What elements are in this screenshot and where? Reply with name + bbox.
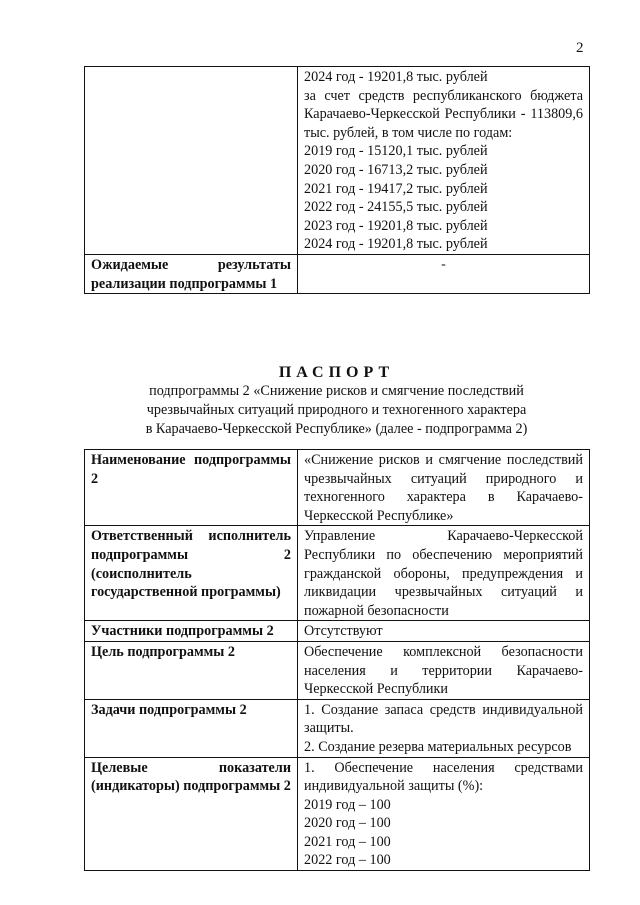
executor-value: Управление Карачаево-Черкесской Республики по обеспечению мероприятий гражданской обороны, предупреждения и ликвидации чрезвычайных ситуаций и пожарной безопасности [298, 526, 590, 621]
table-row [85, 757, 590, 871]
indicator-item: 1. Обеспечение населения средствами индивидуальной защиты (%): [304, 759, 583, 795]
funding-line: 2024 год - 19201,8 тыс. рублей [304, 236, 488, 253]
funding-line: 2019 год - 15120,1 тыс. рублей [304, 143, 488, 160]
funding-line: 2021 год - 19417,2 тыс. рублей [304, 180, 488, 197]
indicator-item: 2020 год – 100 [304, 815, 391, 832]
participants-label: Участники подпрограммы 2 [85, 621, 298, 642]
subtitle-line: в Карачаево-Черкесской Республике» (далее - подпрограмма 2) [145, 421, 528, 437]
page-number: 2 [576, 40, 584, 56]
subtitle-line: чрезвычайных ситуаций природного и техногенного характера [146, 402, 527, 418]
table-row [85, 641, 590, 699]
indicators-label: Целевые показатели (индикаторы) подпрограммы 2 [85, 757, 298, 871]
indicator-item: 2021 год – 100 [304, 833, 391, 850]
funding-line: 2023 год - 19201,8 тыс. рублей [304, 217, 488, 234]
task-item: 1. Создание запаса средств индивидуальной защиты. [304, 701, 583, 737]
funding-cell [298, 67, 590, 255]
table-row [85, 450, 590, 526]
indicator-item: 2019 год – 100 [304, 796, 391, 813]
task-item: 2. Создание резерва материальных ресурсов [304, 738, 572, 755]
funding-table-continuation [84, 66, 590, 294]
table-row [85, 254, 590, 293]
passport-title: ПАСПОРТ [278, 364, 395, 381]
tasks-label: Задачи подпрограммы 2 [85, 699, 298, 757]
table-row [85, 699, 590, 757]
results-value: - [298, 254, 590, 293]
subtitle-line: подпрограммы 2 «Снижение рисков и смягчение последствий [149, 383, 524, 399]
passport-subtitle [84, 382, 589, 439]
indicator-item: 2022 год – 100 [304, 852, 391, 869]
results-label: Ожидаемые результаты реализации подпрограммы 1 [85, 254, 298, 293]
table-row [85, 526, 590, 621]
participants-value: Отсутствуют [298, 621, 590, 642]
funding-line: за счет средств республиканского бюджета Карачаево-Черкесской Республики - 113809,6 тыс. рублей, в том числе по годам: [304, 87, 583, 141]
goal-value: Обеспечение комплексной безопасности населения и территории Карачаево-Черкесской Республики [298, 641, 590, 699]
indicators-cell [298, 757, 590, 871]
funding-line: 2020 год - 16713,2 тыс. рублей [304, 161, 488, 178]
tasks-cell [298, 699, 590, 757]
name-label: Наименование подпрограммы 2 [85, 450, 298, 526]
executor-label: Ответственный исполнитель подпрограммы 2 (соисполнитель государственной программы) [85, 526, 298, 621]
name-value: «Снижение рисков и смягчение последствий чрезвычайных ситуаций природного и техногенного характера в Карачаево-Черкесской Республике» [298, 450, 590, 526]
passport-table [84, 449, 590, 871]
table-row [85, 67, 590, 255]
funding-line: 2024 год - 19201,8 тыс. рублей [304, 69, 488, 85]
table-row [85, 621, 590, 642]
funding-line: 2022 год - 24155,5 тыс. рублей [304, 199, 488, 216]
goal-label: Цель подпрограммы 2 [85, 641, 298, 699]
empty-label-cell [85, 67, 298, 255]
